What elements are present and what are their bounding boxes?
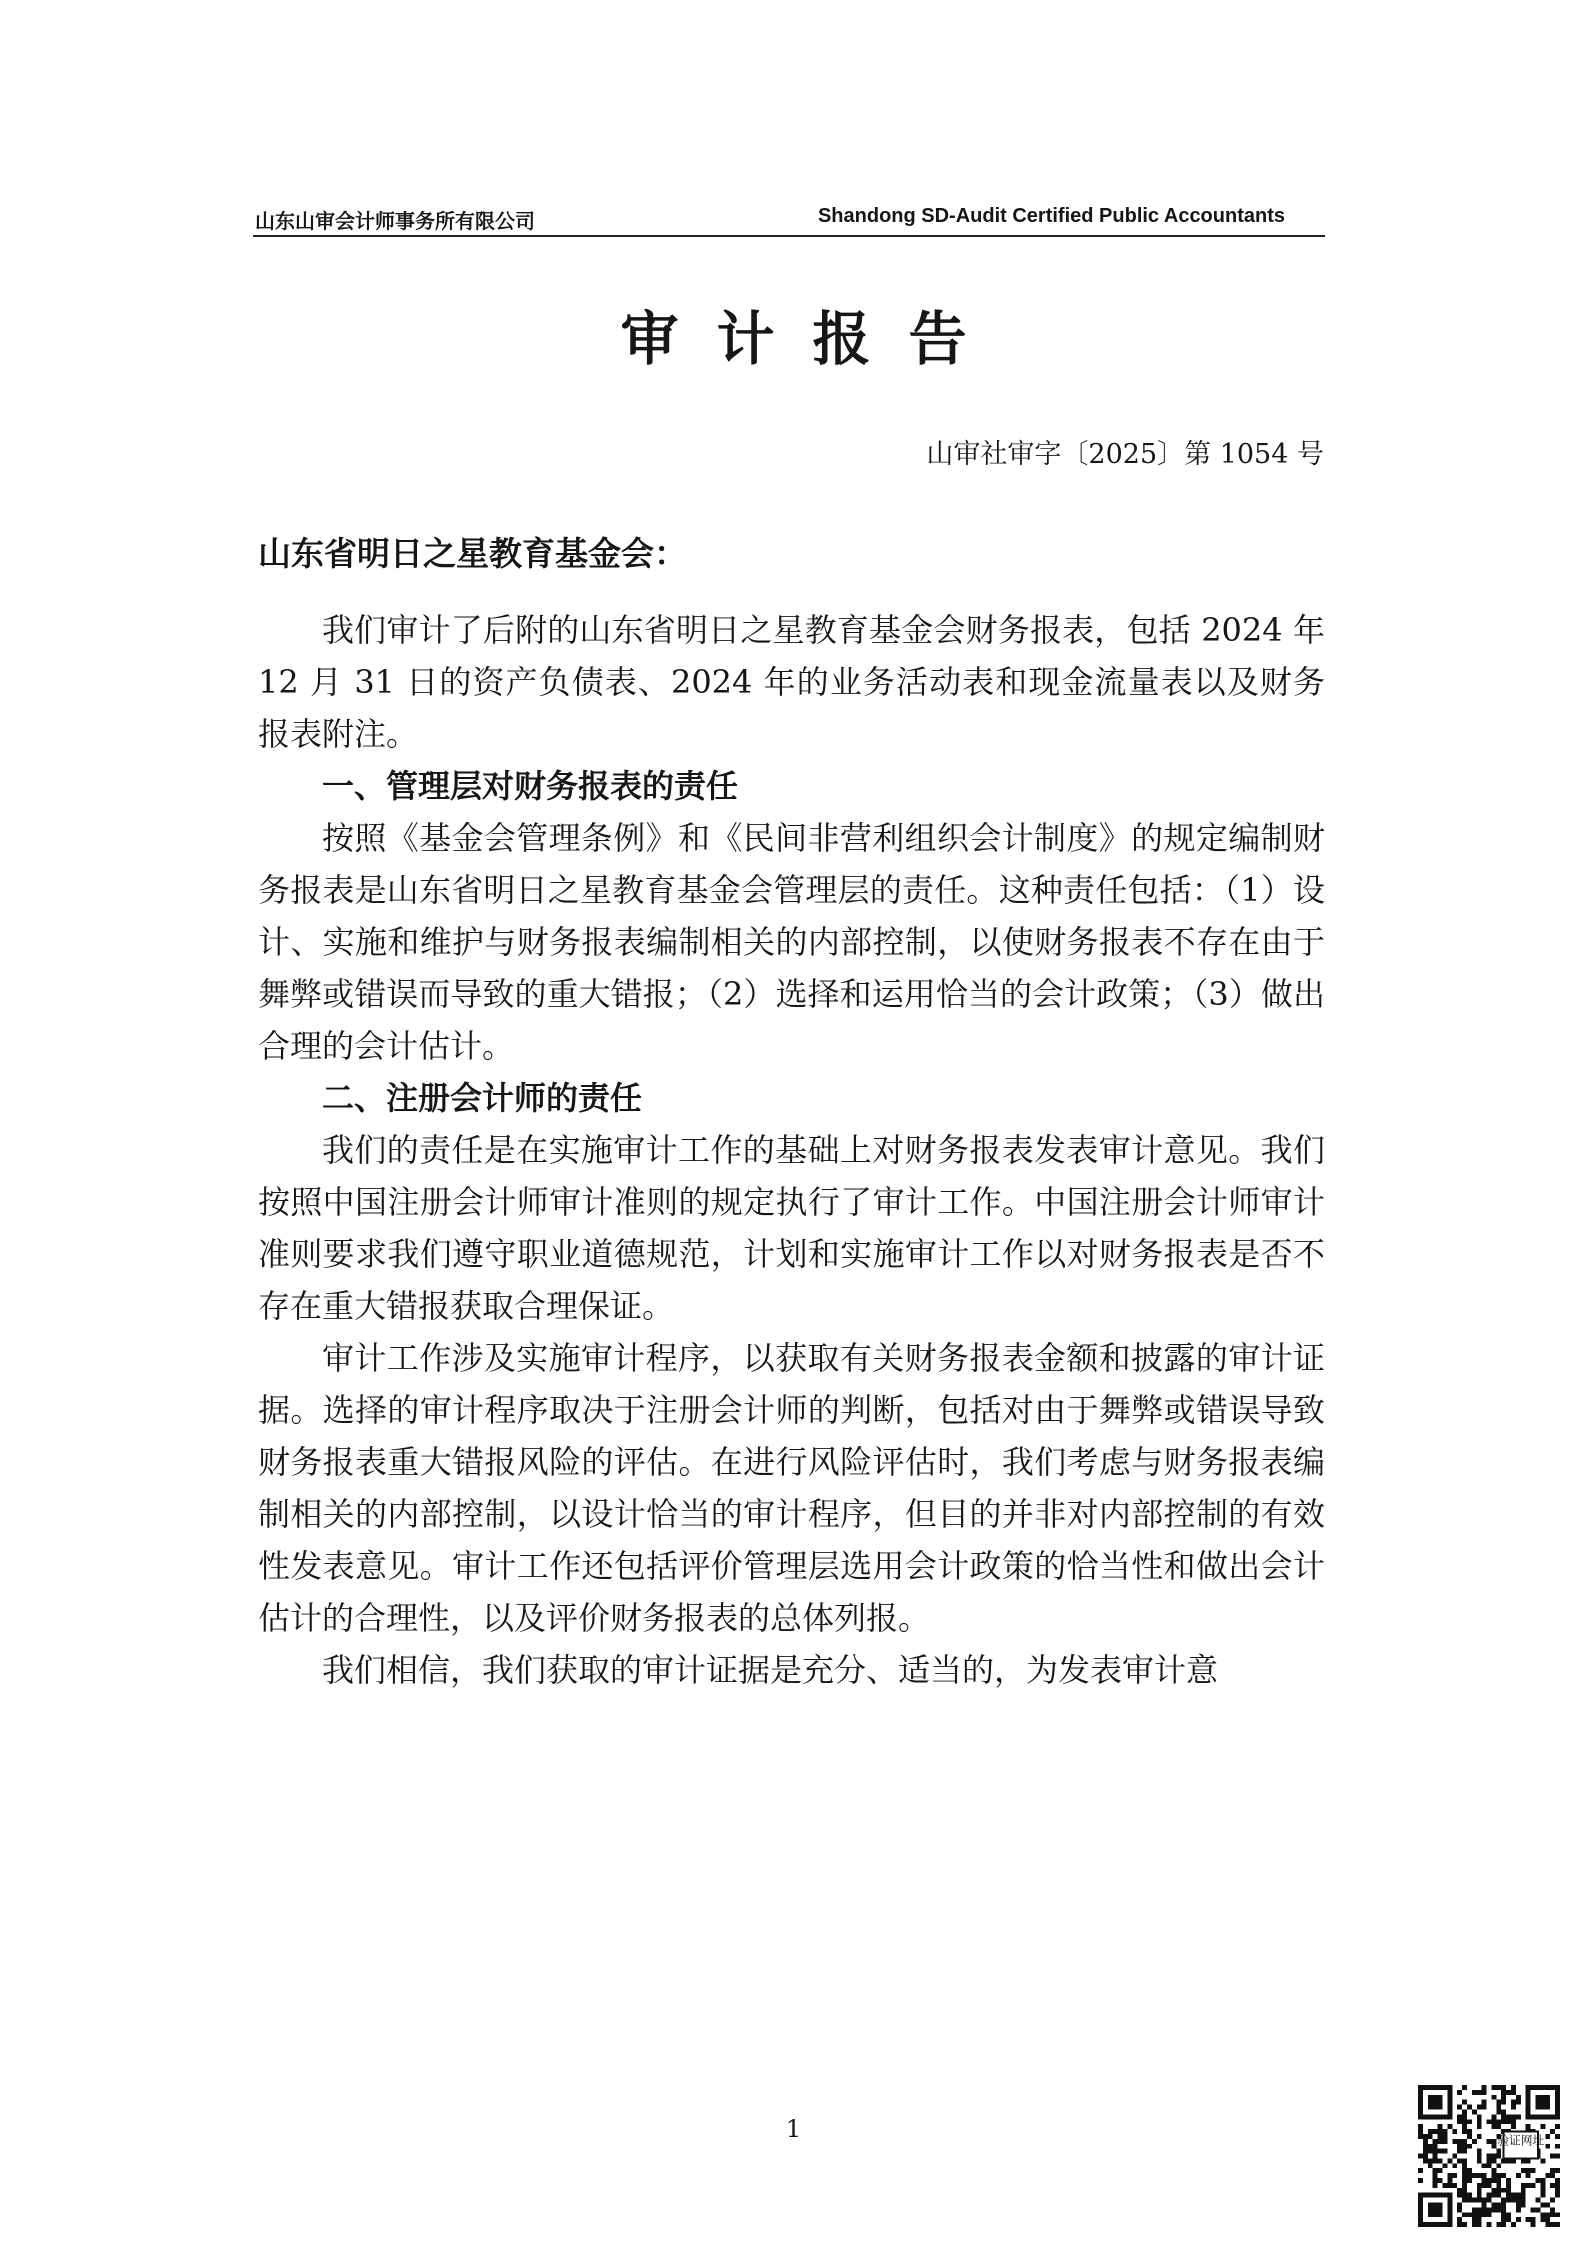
paragraph-management-responsibility: 按照《基金会管理条例》和《民间非营利组织会计制度》的规定编制财务报表是山东省明日之星教育基金会管理层的责任。这种责任包括：（1）设计、实施和维护与财务报表编制相关的内部控制，以使财务报表不存在由于舞弊或错误而导致的重大错报；（2）选择和运用恰当的会计政策；（3）做出合理的会计估计。 [258,819,1325,1065]
section-heading-management: 一、管理层对财务报表的责任 [322,767,739,805]
page-header [253,205,1325,237]
paragraph-audit-procedures: 审计工作涉及实施审计程序，以获取有关财务报表金额和披露的审计证据。选择的审计程序取决于注册会计师的判断，包括对由于舞弊或错误导致财务报表重大错报风险的评估。在进行风险评估时，我们考虑与财务报表编制相关的内部控制，以设计恰当的审计程序，但目的并非对内部控制的有效性发表意见。审计工作还包括评价管理层选用会计政策的恰当性和做出会计估计的合理性，以及评价财务报表的总体列报。 [258,1339,1325,1637]
section-heading-auditor: 二、注册会计师的责任 [322,1079,643,1117]
paragraph-auditor-responsibility: 我们的责任是在实施审计工作的基础上对财务报表发表审计意见。我们按照中国注册会计师审计准则的规定执行了审计工作。中国注册会计师审计准则要求我们遵守职业道德规范，计划和实施审计工作以对财务报表是否不存在重大错报获取合理保证。 [258,1131,1325,1325]
report-body [258,604,1325,1696]
paragraph-intro: 我们审计了后附的山东省明日之星教育基金会财务报表，包括 2024 年 12 月 31 日的资产负债表、2024 年的业务活动表和现金流量表以及财务报表附注。 [258,611,1325,753]
qr-label: 验证网址 [1497,2133,1545,2148]
paragraph-evidence: 我们相信，我们获取的审计证据是充分、适当的，为发表审计意 [322,1651,1219,1689]
report-title: 审计报告 [620,305,1005,373]
firm-name-en: Shandong SD-Audit Certified Public Accountants [817,205,1285,227]
qr-code-icon [1418,2085,1560,2227]
addressee: 山东省明日之星教育基金会： [258,534,687,573]
page-number: 1 [785,2115,802,2143]
firm-name-cn: 山东山审会计师事务所有限公司 [255,209,535,233]
document-number: 山审社审字〔2025〕第 1054 号 [926,439,1324,470]
